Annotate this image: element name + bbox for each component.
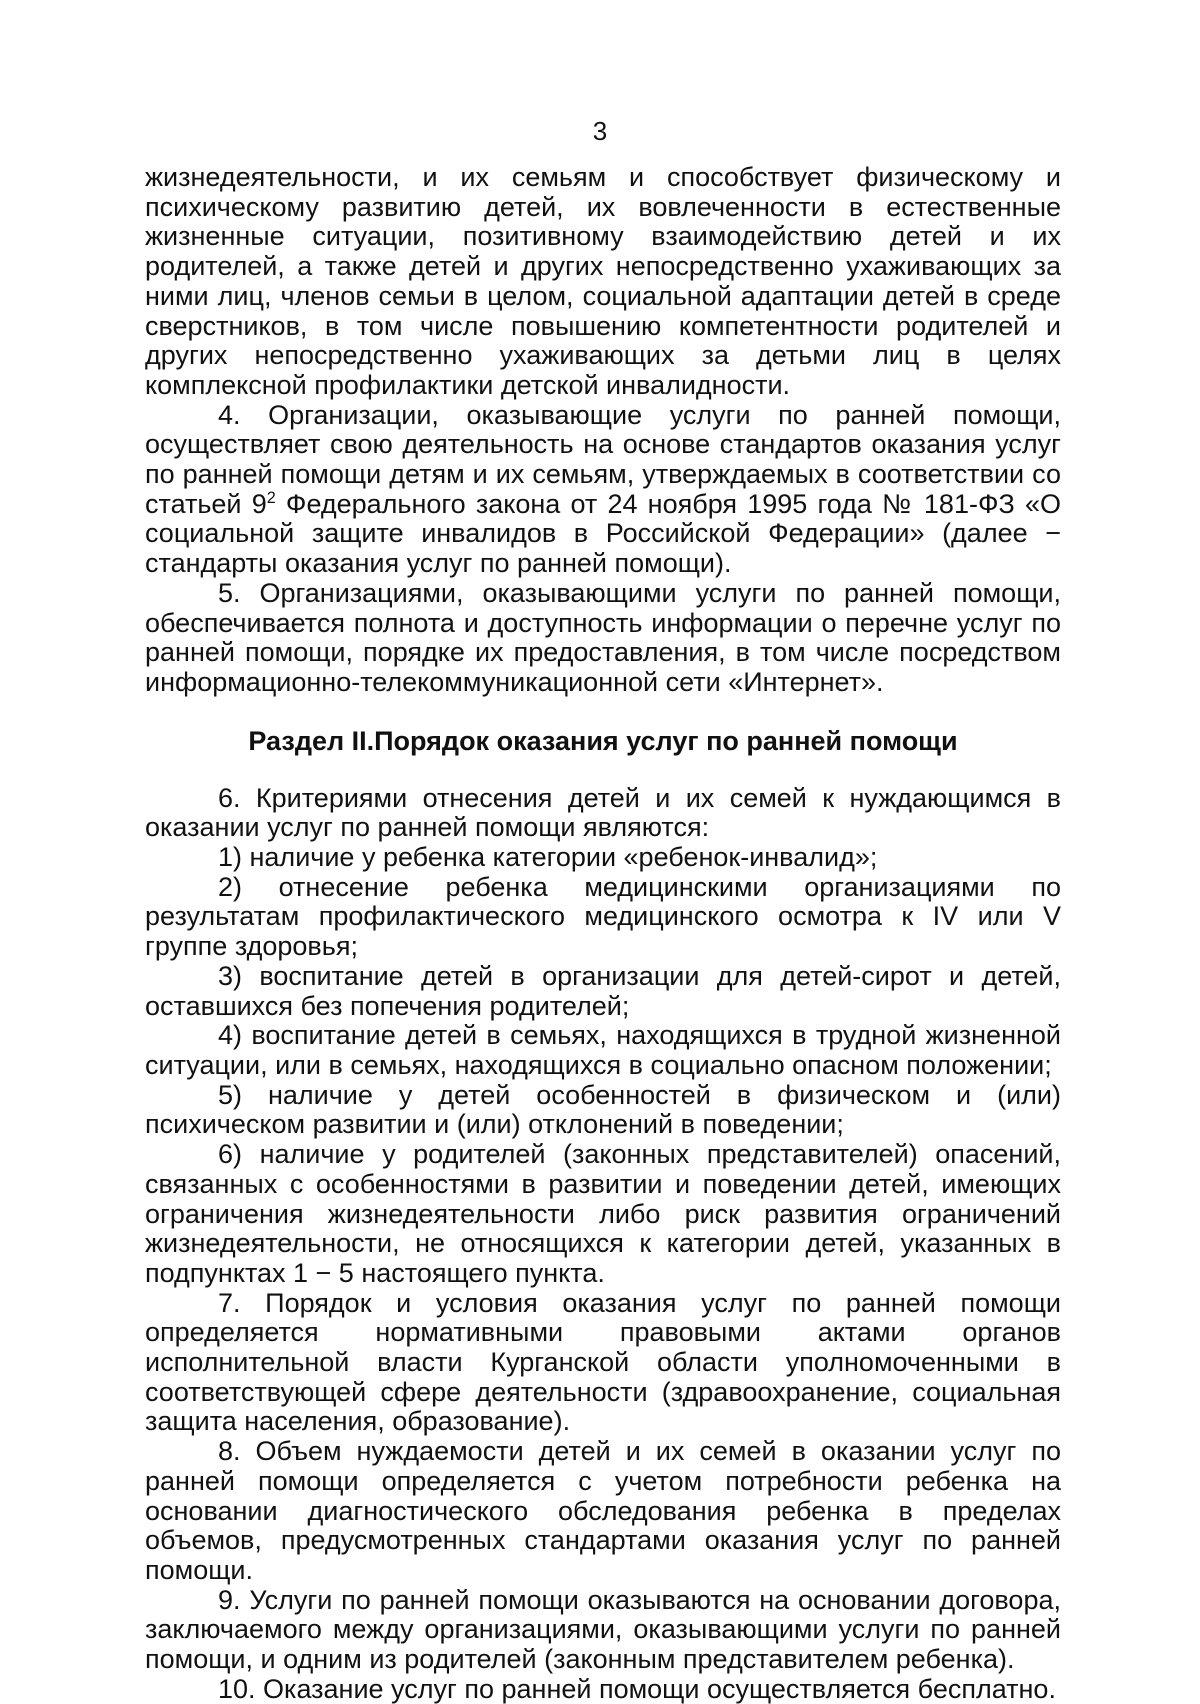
page-number: 3 bbox=[592, 116, 608, 146]
paragraph-4-text-a: 4. Организации, оказывающие услуги по ранней помощи, осуществляет свою деятельность на основе стандартов оказания услуг по ранней помощи детям и их семьям, утверждаемых в соответствии со статьей 9 bbox=[145, 399, 1061, 519]
list-item-1: 1) наличие у ребенка категории «ребенок-инвалид»; bbox=[218, 842, 878, 873]
list-item-6: 6) наличие у родителей (законных представителей) опасений, связанных с особенностями в развитии и поведении детей, имеющих ограничения жизнедеятельности либо риск развития ограничений жизнедеятельности, не относящихся к категории детей, указанных в подпунктах 1 − 5 настоящего пункта. bbox=[145, 1139, 1061, 1288]
paragraph-4-text-b: Федерального закона от 24 ноября 1995 года № 181-ФЗ «О социальной защите инвалидов в Российской Федерации» (далее − стандарты оказания услуг по ранней помощи). bbox=[145, 488, 1061, 579]
paragraph-10: 10. Оказание услуг по ранней помощи осуществляется бесплатно. bbox=[218, 1673, 1056, 1704]
paragraph-continuation: жизнедеятельности, и их семьям и способствует физическому и психическому развитию детей, их вовлеченности в естественные жизненные ситуации, позитивному взаимодействию детей и их родителей, а также детей и других непосредственно ухаживающих за ними лиц, членов семьи в целом, социальной адаптации детей в среде сверстников, в том числе повышению компетентности родителей и других непосредственно ухаживающих за детьми лиц в целях комплексной профилактики детской инвалидности. bbox=[145, 162, 1061, 400]
list-item-2: 2) отнесение ребенка медицинскими организациями по результатам профилактического медицинского осмотра к IV или V группе здоровья; bbox=[145, 871, 1061, 962]
paragraph-8: 8. Объем нуждаемости детей и их семей в оказании услуг по ранней помощи определяется с учетом потребности ребенка на основании диагностического обследования ребенка в пределах объемов, предусмотренных стандартами оказания услуг по ранней помощи. bbox=[145, 1436, 1061, 1585]
paragraph-9: 9. Услуги по ранней помощи оказываются на основании договора, заключаемого между организациями, оказывающими услуги по ранней помощи, и одним из родителей (законным представителем ребенка). bbox=[145, 1584, 1061, 1675]
list-item-3: 3) воспитание детей в организации для детей-сирот и детей, оставшихся без попечения родителей; bbox=[145, 960, 1061, 1021]
paragraph-5: 5. Организациями, оказывающими услуги по ранней помощи, обеспечивается полнота и доступность информации о перечне услуг по ранней помощи, порядке их предоставления, в том числе посредством информационно-телекоммуникационной сети «Интернет». bbox=[145, 577, 1061, 697]
document-body bbox=[145, 163, 1061, 1704]
paragraph-6: 6. Критериями отнесения детей и их семей к нуждающимся в оказании услуг по ранней помощи являются: bbox=[145, 782, 1061, 843]
paragraph-4 bbox=[145, 401, 1061, 579]
section-heading: Раздел II.Порядок оказания услуг по ранней помощи bbox=[248, 725, 958, 756]
list-item-5: 5) наличие у детей особенностей в физическом и (или) психическом развитии и (или) отклонений в поведении; bbox=[145, 1079, 1061, 1140]
paragraph-7: 7. Порядок и условия оказания услуг по ранней помощи определяется нормативными правовыми актами органов исполнительной власти Курганской области уполномоченными в соответствующей сфере деятельности (здравоохранение, социальная защита населения, образование). bbox=[145, 1287, 1061, 1437]
list-item-4: 4) воспитание детей в семьях, находящихся в трудной жизненной ситуации, или в семьях, находящихся в социально опасном положении; bbox=[145, 1020, 1061, 1080]
article-superscript: 2 bbox=[266, 488, 276, 507]
